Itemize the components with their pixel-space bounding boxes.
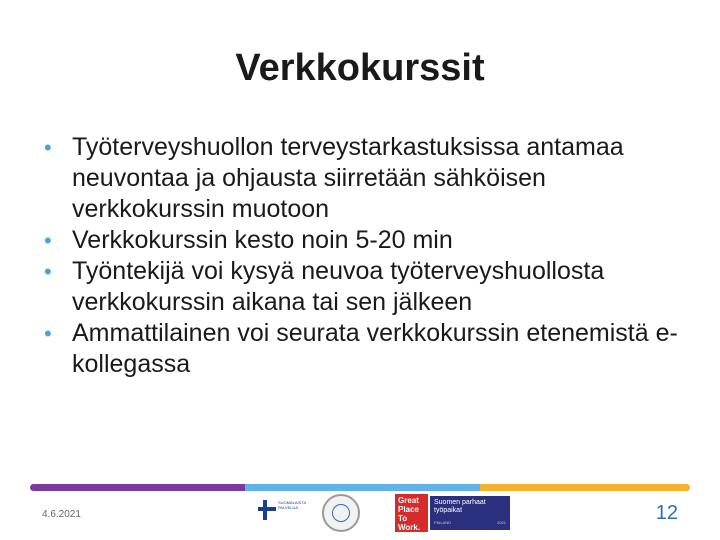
footer-bar-orange (480, 484, 690, 491)
certification-seal-logo (322, 494, 360, 532)
great-place-to-work-logo (395, 494, 428, 532)
parhaat-year: 2021 (497, 520, 506, 525)
slide-title: Verkkokurssit (235, 47, 485, 89)
parhaat-line2: työpaikat (434, 507, 463, 514)
page-number: 12 (655, 502, 678, 524)
footer-color-bar (30, 484, 690, 491)
bullet-text: Ammattilainen voi seurata verkkokurssin etenemistä e-kollegassa (72, 319, 678, 378)
bullet-icon: • (44, 228, 52, 253)
finnish-flag-icon (258, 500, 276, 520)
bullet-text: Verkkokurssin kesto noin 5-20 min (72, 226, 453, 254)
bullet-icon: • (44, 321, 52, 346)
parhaat-line1: Suomen parhaat (434, 499, 486, 506)
gptw-line: To (398, 514, 408, 523)
bullet-text: Työntekijä voi kysyä neuvoa työterveyshuollosta verkkokurssin aikana tai sen jälkeen (72, 257, 605, 316)
suomen-parhaat-tyopaikat-logo (430, 496, 510, 530)
bullet-item (30, 256, 690, 318)
gptw-line: Work. (398, 523, 421, 532)
bullet-list (30, 132, 690, 380)
parhaat-country: FINLAND (434, 520, 452, 525)
bullet-icon: • (44, 135, 52, 160)
footer-date: 4.6.2021 (42, 509, 81, 520)
bullet-item (30, 225, 690, 256)
footer-bar-blue (245, 484, 480, 491)
gptw-line: Great (398, 496, 419, 505)
seal-emblem-icon (332, 504, 350, 522)
footer-bar-purple (30, 484, 245, 491)
gptw-line: Place (398, 505, 419, 514)
bullet-item (30, 132, 690, 225)
bullet-text: Työterveyshuollon terveystarkastuksissa antamaa neuvontaa ja ohjausta siirretään sähköisen verkkokurssin muotoon (72, 133, 624, 223)
bullet-item (30, 318, 690, 380)
suomalaista-palvelua-logo (258, 496, 306, 532)
bullet-icon: • (44, 259, 52, 284)
flag-logo-text: SUOMALAISTA PALVELUA (278, 500, 306, 510)
